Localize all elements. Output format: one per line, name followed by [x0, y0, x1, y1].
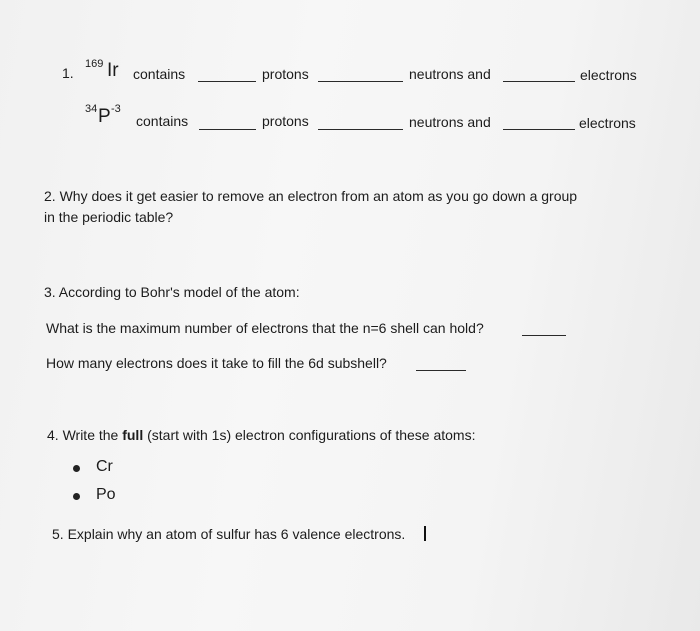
- q5-text: 5. Explain why an atom of sulfur has 6 valence electrons.: [52, 526, 406, 542]
- q1-line1-contains: contains: [133, 66, 186, 82]
- q1-line2-protons-blank[interactable]: [199, 129, 256, 130]
- q4-instruction: [47, 427, 475, 443]
- q3-subshell-answer-blank[interactable]: [416, 370, 466, 371]
- q1-line2-element-symbol: P: [98, 106, 111, 127]
- text-cursor: [424, 526, 426, 541]
- q1-line1-electrons-label: electrons: [580, 67, 637, 83]
- q2-text-line1: 2. Why does it get easier to remove an electron from an atom as you go down a group: [44, 188, 578, 204]
- q1-line2-mass-number: 34: [85, 103, 98, 115]
- q3-question-subshell: How many electrons does it take to fill the 6d subshell?: [46, 355, 387, 371]
- q1-line1-protons-blank[interactable]: [198, 81, 256, 82]
- q1-line2-neutrons-blank[interactable]: [318, 129, 403, 130]
- q1-line2-electrons-blank[interactable]: [503, 129, 575, 130]
- q4-instruction-suffix: (start with 1s) electron configurations of these atoms:: [143, 427, 476, 443]
- q4-atom-item: Cr: [96, 458, 113, 475]
- q1-line1-element-symbol: Ir: [107, 60, 119, 81]
- q1-line2-protons-label: protons: [262, 113, 309, 129]
- q4-instruction-prefix: 4. Write the: [47, 427, 123, 443]
- q3-heading: 3. According to Bohr's model of the atom:: [44, 284, 300, 300]
- q1-line2-contains: contains: [136, 113, 189, 129]
- q3-shell-answer-blank[interactable]: [522, 335, 566, 336]
- q1-line1-neutrons-blank[interactable]: [318, 81, 403, 82]
- q1-line1-mass-number: 169: [85, 58, 104, 70]
- q4-atom-item: Po: [96, 486, 116, 503]
- q1-line1-electrons-blank[interactable]: [503, 81, 575, 82]
- q1-line2-charge: -3: [111, 103, 121, 115]
- q1-line1-protons-label: protons: [262, 66, 309, 82]
- q1-line2-neutrons-label: neutrons and: [409, 114, 491, 130]
- q1-number: 1.: [62, 65, 74, 81]
- q2-text-line2: in the periodic table?: [44, 209, 174, 225]
- q1-line2-electrons-label: electrons: [579, 115, 636, 131]
- q3-question-shell: What is the maximum number of electrons that the n=6 shell can hold?: [46, 320, 484, 336]
- q1-line1-neutrons-label: neutrons and: [409, 66, 491, 82]
- bullet-icon: [73, 465, 80, 472]
- bullet-icon: [73, 493, 80, 500]
- q4-instruction-emphasis: full: [122, 427, 144, 443]
